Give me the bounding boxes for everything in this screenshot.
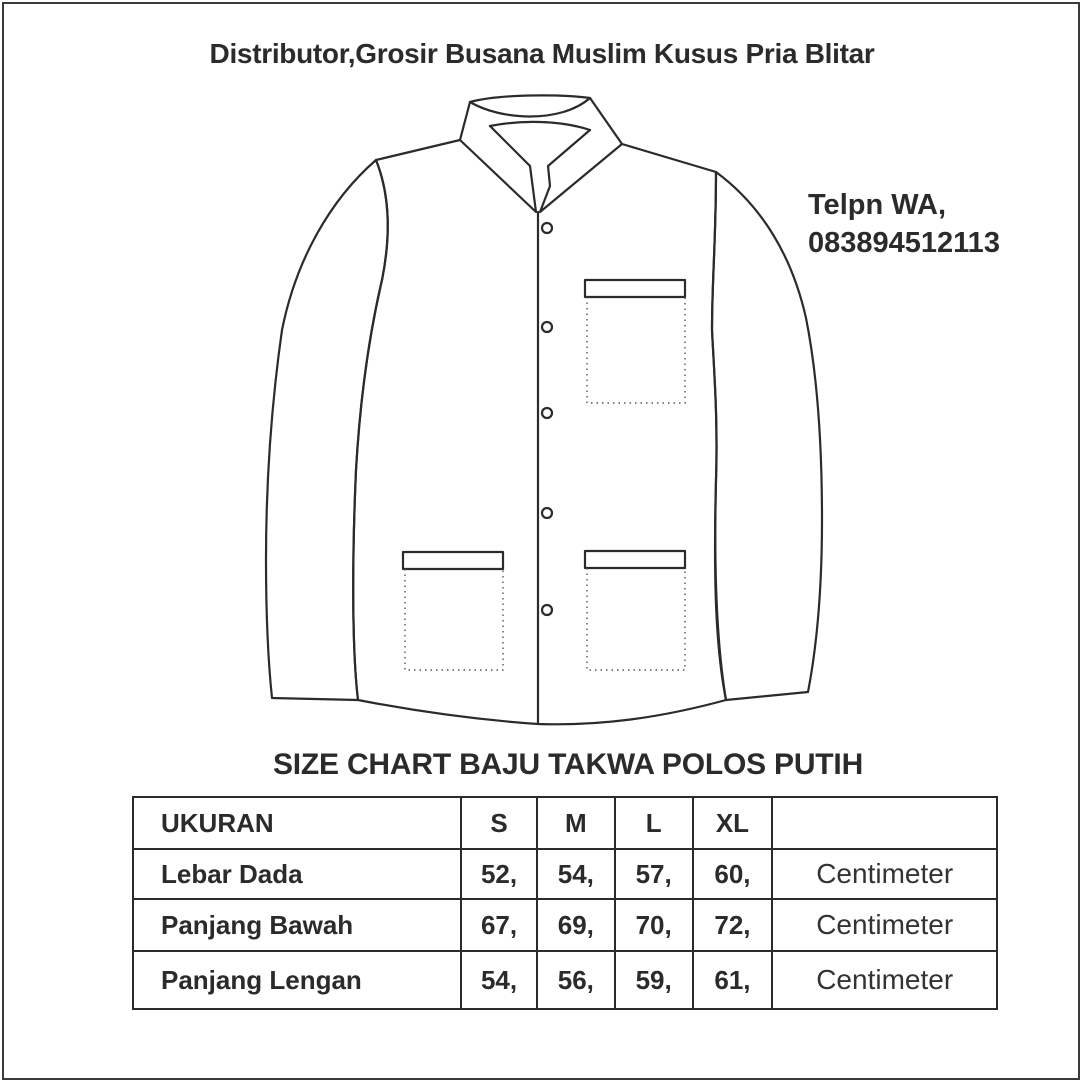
value-cell: 72, (693, 899, 773, 951)
unit-cell: Centimeter (772, 899, 997, 951)
row-label: Panjang Bawah (133, 899, 461, 951)
row-label: Lebar Dada (133, 849, 461, 899)
size-chart-title: SIZE CHART BAJU TAKWA POLOS PUTIH (272, 748, 864, 781)
value-cell: 70, (615, 899, 693, 951)
contact-label: Telpn WA, (808, 189, 947, 221)
value-cell: 54, (537, 849, 615, 899)
size-table (132, 796, 998, 1010)
unit-cell: Centimeter (772, 849, 997, 899)
value-cell: 57, (615, 849, 693, 899)
contact-phone: 083894512113 (808, 227, 1000, 259)
page-title: Distributor,Grosir Busana Muslim Kusus Pria Blitar (209, 38, 875, 69)
table-header-row (133, 797, 997, 849)
value-cell: 67, (461, 899, 537, 951)
table-row (133, 899, 997, 951)
value-cell: 69, (537, 899, 615, 951)
header-cell-unit (772, 797, 997, 849)
table-row (133, 951, 997, 1009)
contact-info (808, 186, 1000, 262)
value-cell: 52, (461, 849, 537, 899)
value-cell: 61, (693, 951, 773, 1009)
value-cell: 60, (693, 849, 773, 899)
header-cell-xl: XL (693, 797, 773, 849)
header-cell-s: S (461, 797, 537, 849)
value-cell: 54, (461, 951, 537, 1009)
header-cell-m: M (537, 797, 615, 849)
table-row (133, 849, 997, 899)
value-cell: 56, (537, 951, 615, 1009)
header-cell-l: L (615, 797, 693, 849)
unit-cell: Centimeter (772, 951, 997, 1009)
value-cell: 59, (615, 951, 693, 1009)
row-label: Panjang Lengan (133, 951, 461, 1009)
header-cell-ukuran: UKURAN (133, 797, 461, 849)
